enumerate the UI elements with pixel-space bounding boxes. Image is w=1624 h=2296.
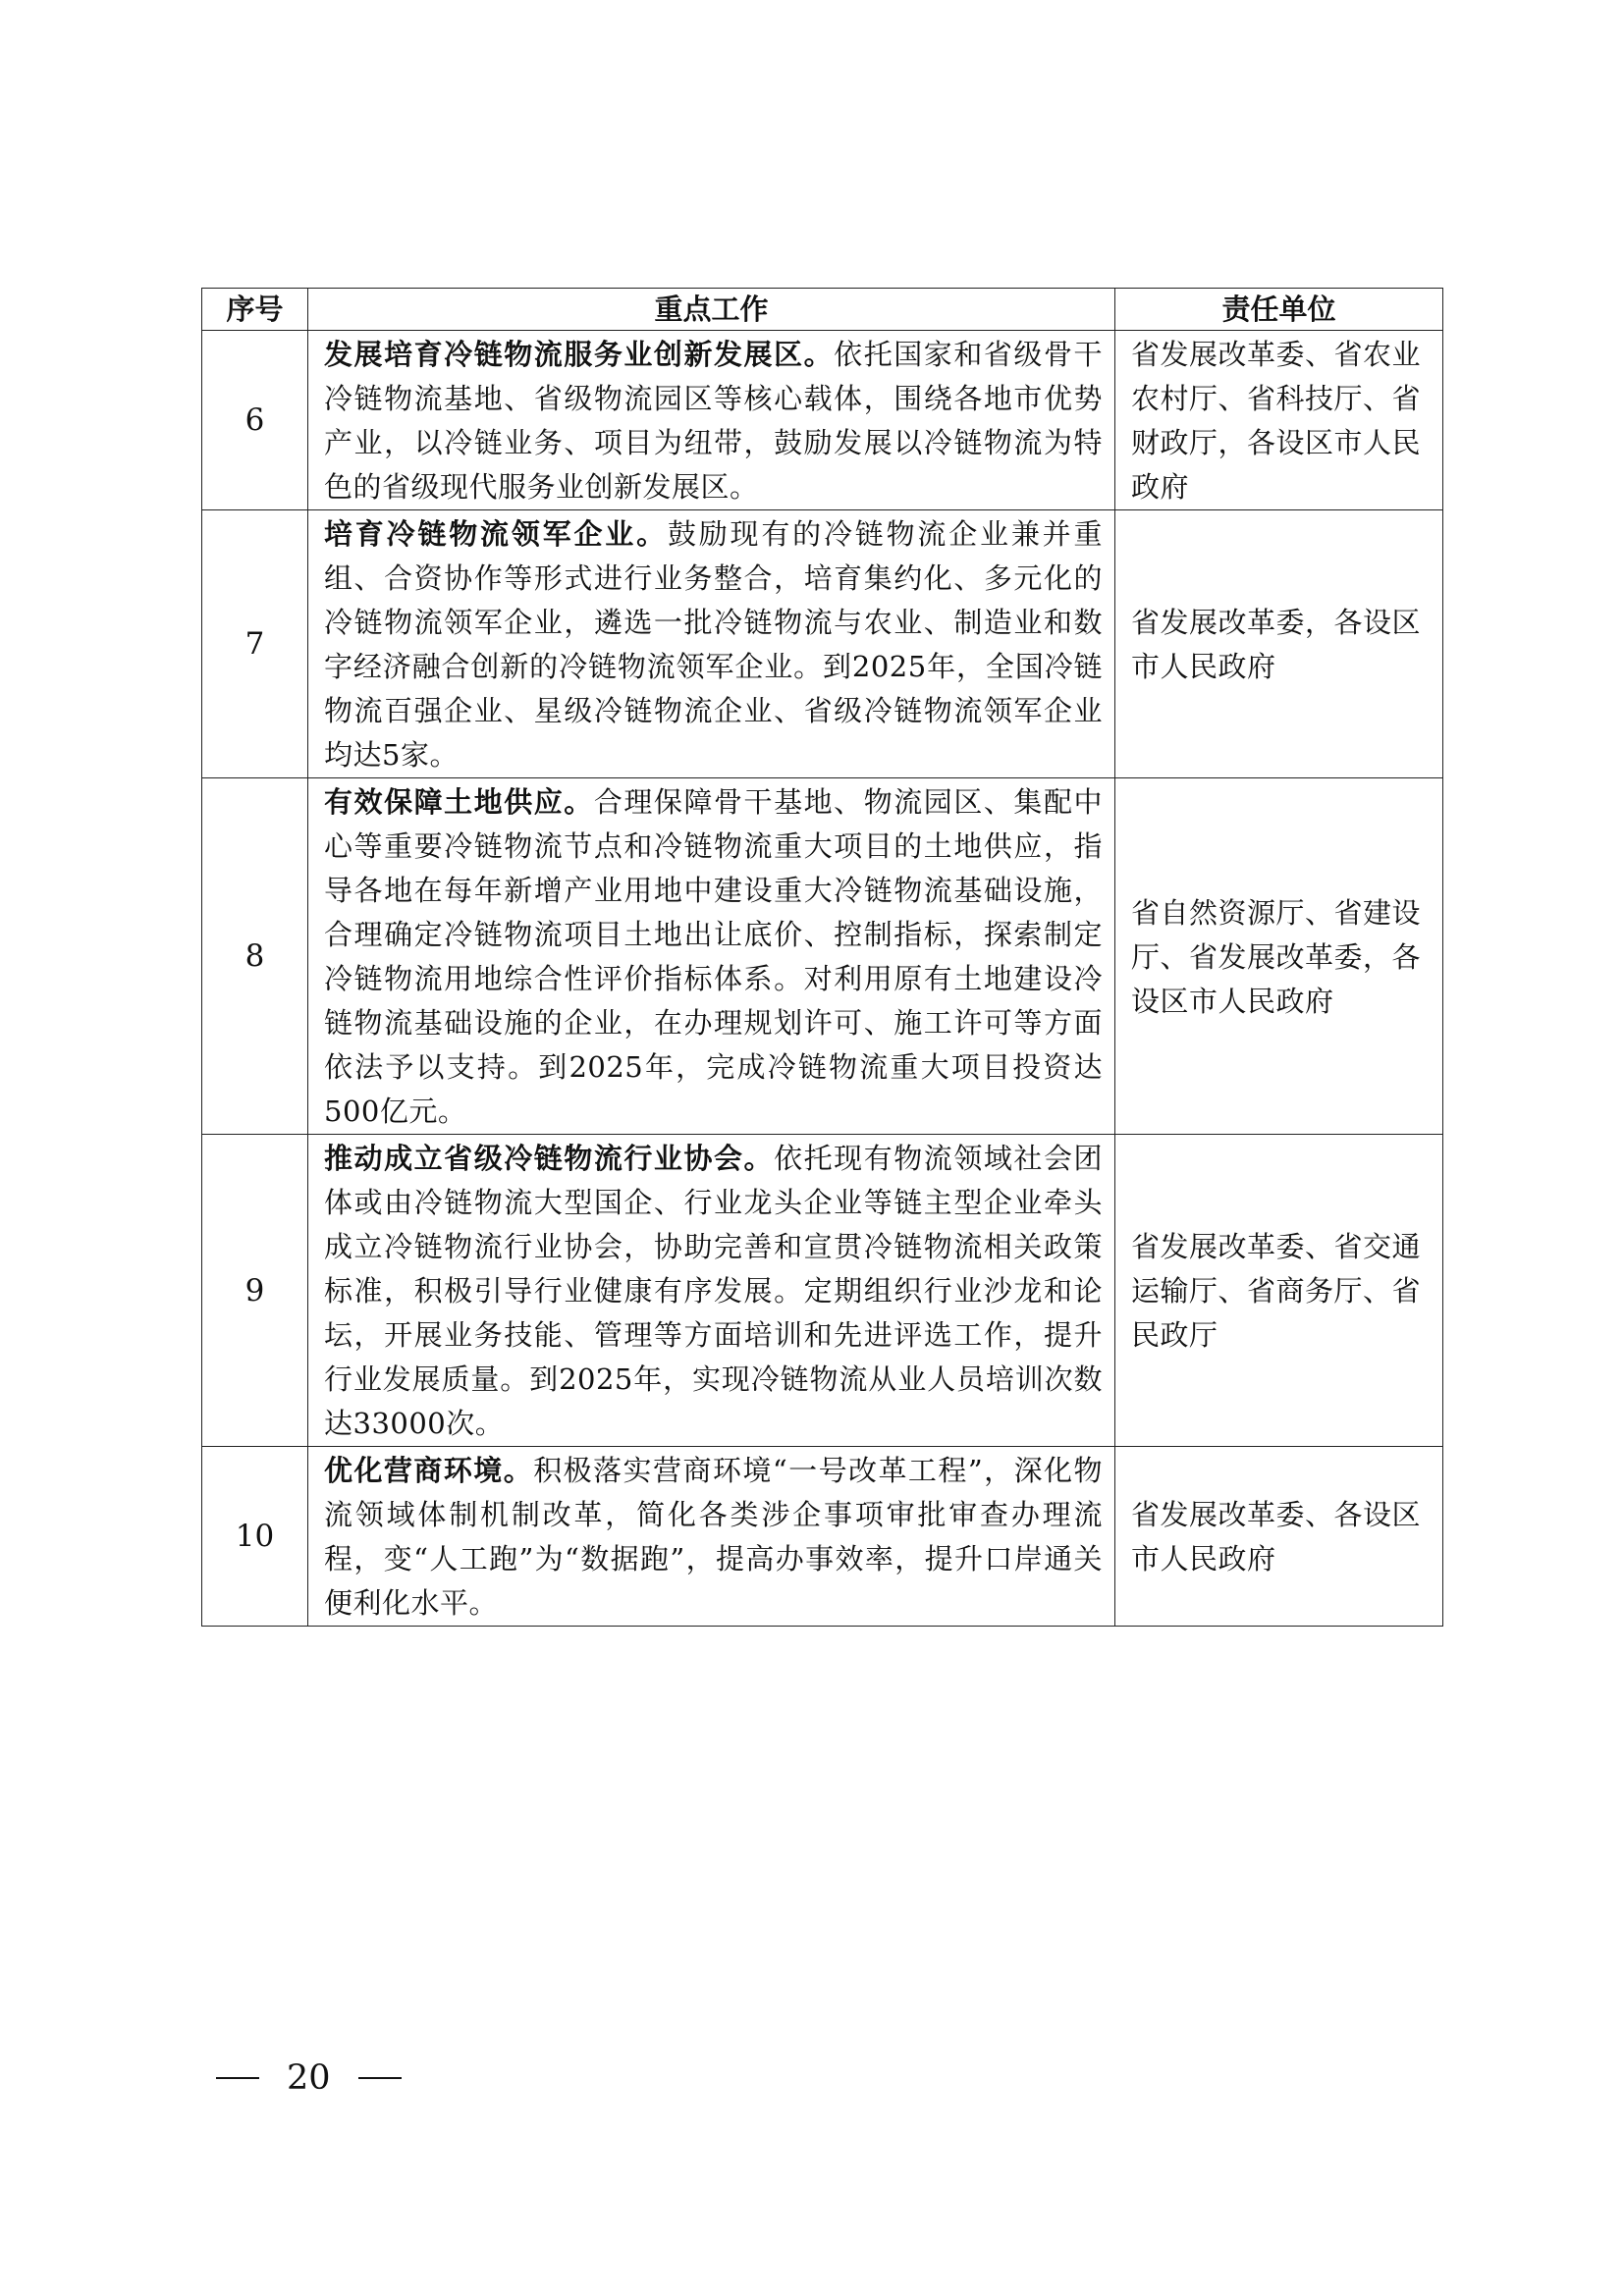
- task-title: 培育冷链物流领军企业。: [324, 517, 668, 551]
- footer-dash-left: [216, 2077, 259, 2079]
- row-task: [308, 331, 1115, 510]
- row-unit: [1115, 1135, 1443, 1447]
- unit-text: 省发展改革委、省农业农村厅、省科技厅、省财政厅，各设区市人民政府: [1131, 338, 1422, 504]
- header-task: 重点工作: [308, 289, 1115, 331]
- task-title: 优化营商环境。: [324, 1454, 534, 1487]
- row-task: [308, 778, 1115, 1135]
- task-body: 合理保障骨干基地、物流园区、集配中心等重要冷链物流节点和冷链物流重大项目的土地供应，指导各地在每年新增产业用地中建设重大冷链物流基础设施，合理确定冷链物流项目土地出让底价、控制指标，探索制定冷链物流用地综合性评价指标体系。对利用原有土地建设冷链物流基础设施的企业，在办理规划许可、施工许可等方面依法予以支持。到2025年，完成冷链物流重大项目投资达500亿元。: [324, 785, 1103, 1128]
- task-body: 依托现有物流领域社会团体或由冷链物流大型国企、行业龙头企业等链主型企业牵头成立冷链物流行业协会，协助完善和宣贯冷链物流相关政策标准，积极引导行业健康有序发展。定期组织行业沙龙和论坛，开展业务技能、管理等方面培训和先进评选工作，提升行业发展质量。到2025年，实现冷链物流从业人员培训次数达33000次。: [324, 1142, 1103, 1440]
- task-title: 有效保障土地供应。: [324, 785, 594, 819]
- row-task: [308, 1447, 1115, 1627]
- row-task: [308, 1135, 1115, 1447]
- table-row: [202, 510, 1443, 778]
- row-seq: 8: [202, 778, 308, 1135]
- header-row: [202, 289, 1443, 331]
- unit-text: 省发展改革委、省交通运输厅、省商务厅、省民政厅: [1131, 1230, 1422, 1352]
- row-unit: [1115, 1447, 1443, 1627]
- row-seq: 6: [202, 331, 308, 510]
- table-row: [202, 1135, 1443, 1447]
- footer-dash-right: [358, 2077, 402, 2079]
- page-footer: [216, 2054, 402, 2103]
- task-title: 发展培育冷链物流服务业创新发展区。: [324, 338, 835, 371]
- task-title: 推动成立省级冷链物流行业协会。: [324, 1142, 775, 1175]
- header-seq: 序号: [202, 289, 308, 331]
- task-body: 鼓励现有的冷链物流企业兼并重组、合资协作等形式进行业务整合，培育集约化、多元化的冷链物流领军企业，遴选一批冷链物流与农业、制造业和数字经济融合创新的冷链物流领军企业。到2025年，全国冷链物流百强企业、星级冷链物流企业、省级冷链物流领军企业均达5家。: [324, 517, 1103, 772]
- row-seq: 7: [202, 510, 308, 778]
- row-unit: [1115, 778, 1443, 1135]
- task-body: 依托国家和省级骨干冷链物流基地、省级物流园区等核心载体，围绕各地市优势产业，以冷链业务、项目为纽带，鼓励发展以冷链物流为特色的省级现代服务业创新发展区。: [324, 338, 1103, 504]
- row-seq: 10: [202, 1447, 308, 1627]
- row-unit: [1115, 331, 1443, 510]
- page-number: 20: [287, 2058, 331, 2098]
- row-seq: 9: [202, 1135, 308, 1447]
- task-body: 积极落实营商环境“一号改革工程”，深化物流领域体制机制改革，简化各类涉企事项审批审查办理流程，变“人工跑”为“数据跑”，提高办事效率，提升口岸通关便利化水平。: [324, 1454, 1103, 1620]
- unit-text: 省自然资源厅、省建设厅、省发展改革委，各设区市人民政府: [1131, 895, 1422, 1018]
- row-task: [308, 510, 1115, 778]
- table-row: [202, 331, 1443, 510]
- unit-text: 省发展改革委、各设区市人民政府: [1131, 1498, 1422, 1575]
- row-unit: [1115, 510, 1443, 778]
- table-row: [202, 1447, 1443, 1627]
- task-table: [201, 288, 1443, 1627]
- header-unit: 责任单位: [1115, 289, 1443, 331]
- unit-text: 省发展改革委，各设区市人民政府: [1131, 606, 1422, 683]
- table-row: [202, 778, 1443, 1135]
